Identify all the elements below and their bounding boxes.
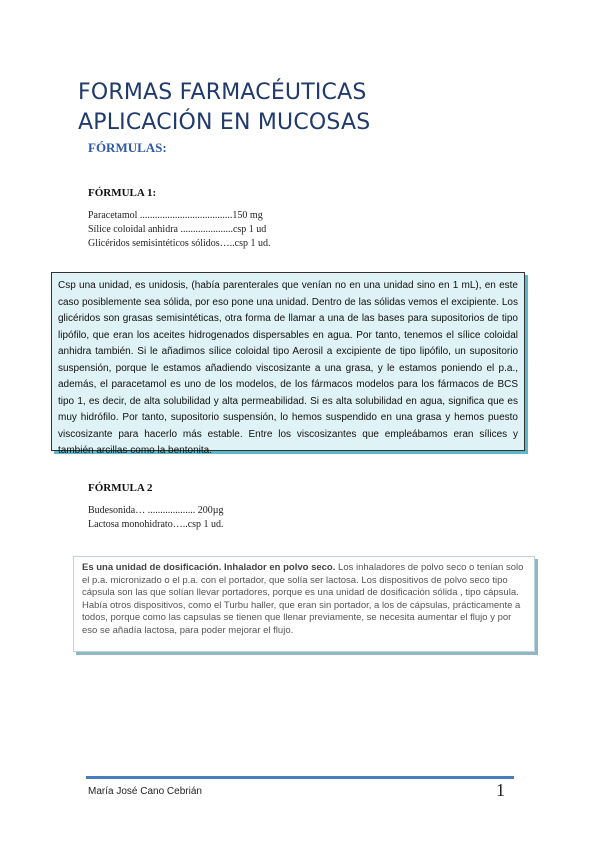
formula-2-note-box xyxy=(73,556,535,652)
title-line-2: APLICACIÓN EN MUCOSAS xyxy=(78,110,371,135)
footer-author: María José Cano Cebrián xyxy=(88,786,202,797)
formula-1-ingredients xyxy=(88,209,271,251)
footer-divider xyxy=(86,776,514,779)
formula-1-note-text: Csp una unidad, es unidosis, (había parenterales que venían no en una unidad sino en 1 mL), en este caso posiblemente sea sólida, por eso pone una unidad. Dentro de las sólidas vemos el excipiente. Los glicéridos son grasas semisintéticas, otra forma de llamar a una de las bases para supositorios de tipo lipófilo, que eran los aceites hidrogenados dispersables en agua. Por tanto, tenemos el sílice coloidal anhidra también. Si le añadimos sílice coloidal tipo Aerosil a excipiente de tipo lipófilo, un supositorio suspensión, porque le estamos añadiendo viscosizante a una grasa, y le estamos poniendo el p.a., además, el paracetamol es uno de los modelos, de los fármacos modelos para los fármacos de BCS tipo 1, es decir, de alta solubilidad y alta permeabilidad. Si es alta solubilidad en agua, significa que es muy hidrófilo. Por tanto, supositorio suspensión, lo hemos suspendido en una grasa y hemos puesto viscosizante para hacerlo más estable. Entre los viscosizantes que empleábamos eran sílices y también arcillas como la bentonita. xyxy=(58,280,518,456)
section-subtitle: FÓRMULAS: xyxy=(88,140,167,155)
page-number: 1 xyxy=(496,780,505,800)
ingredient-line: Lactosa monohidrato…..csp 1 ud. xyxy=(88,519,224,530)
title-line-1: FORMAS FARMACÉUTICAS xyxy=(78,80,367,105)
formula-2-ingredients xyxy=(88,504,224,532)
ingredient-line: Paracetamol .....................................150 mg xyxy=(88,210,263,221)
formula-1-note-box xyxy=(51,272,525,456)
document-title xyxy=(78,78,370,138)
ingredient-line: Budesonida… ................... 200µg xyxy=(88,505,224,516)
formula-2-heading: FÓRMULA 2 xyxy=(88,482,153,494)
ingredient-line: Glicéridos semisintéticos sólidos…..csp 1 ud. xyxy=(88,238,271,249)
formula-2-note-text: Los inhaladores de polvo seco o tenían solo el p.a. micronizado o el p.a. con el portador, que solía ser lactosa. Los dispositivos de polvo seco tipo cápsula son las que solían llevar portadores, porque es una unidad de dosificación sólida , tipo cápsula. Había otros dispositivos, como el Turbu haller, que eran sin portador, a los de cápsulas, prácticamente a todos, porque como las capsulas se tienen que llenar previamente, se necesita aumentar el flujo y por eso se añadía lactosa, para poder mejorar el flujo. xyxy=(82,562,524,636)
formula-1-heading: FÓRMULA 1: xyxy=(88,187,157,199)
formula-2-note-bold: Es una unidad de dosificación. Inhalador en polvo seco. xyxy=(82,562,336,573)
ingredient-line: Sílice coloidal anhidra .....................csp 1 ud xyxy=(88,224,267,235)
